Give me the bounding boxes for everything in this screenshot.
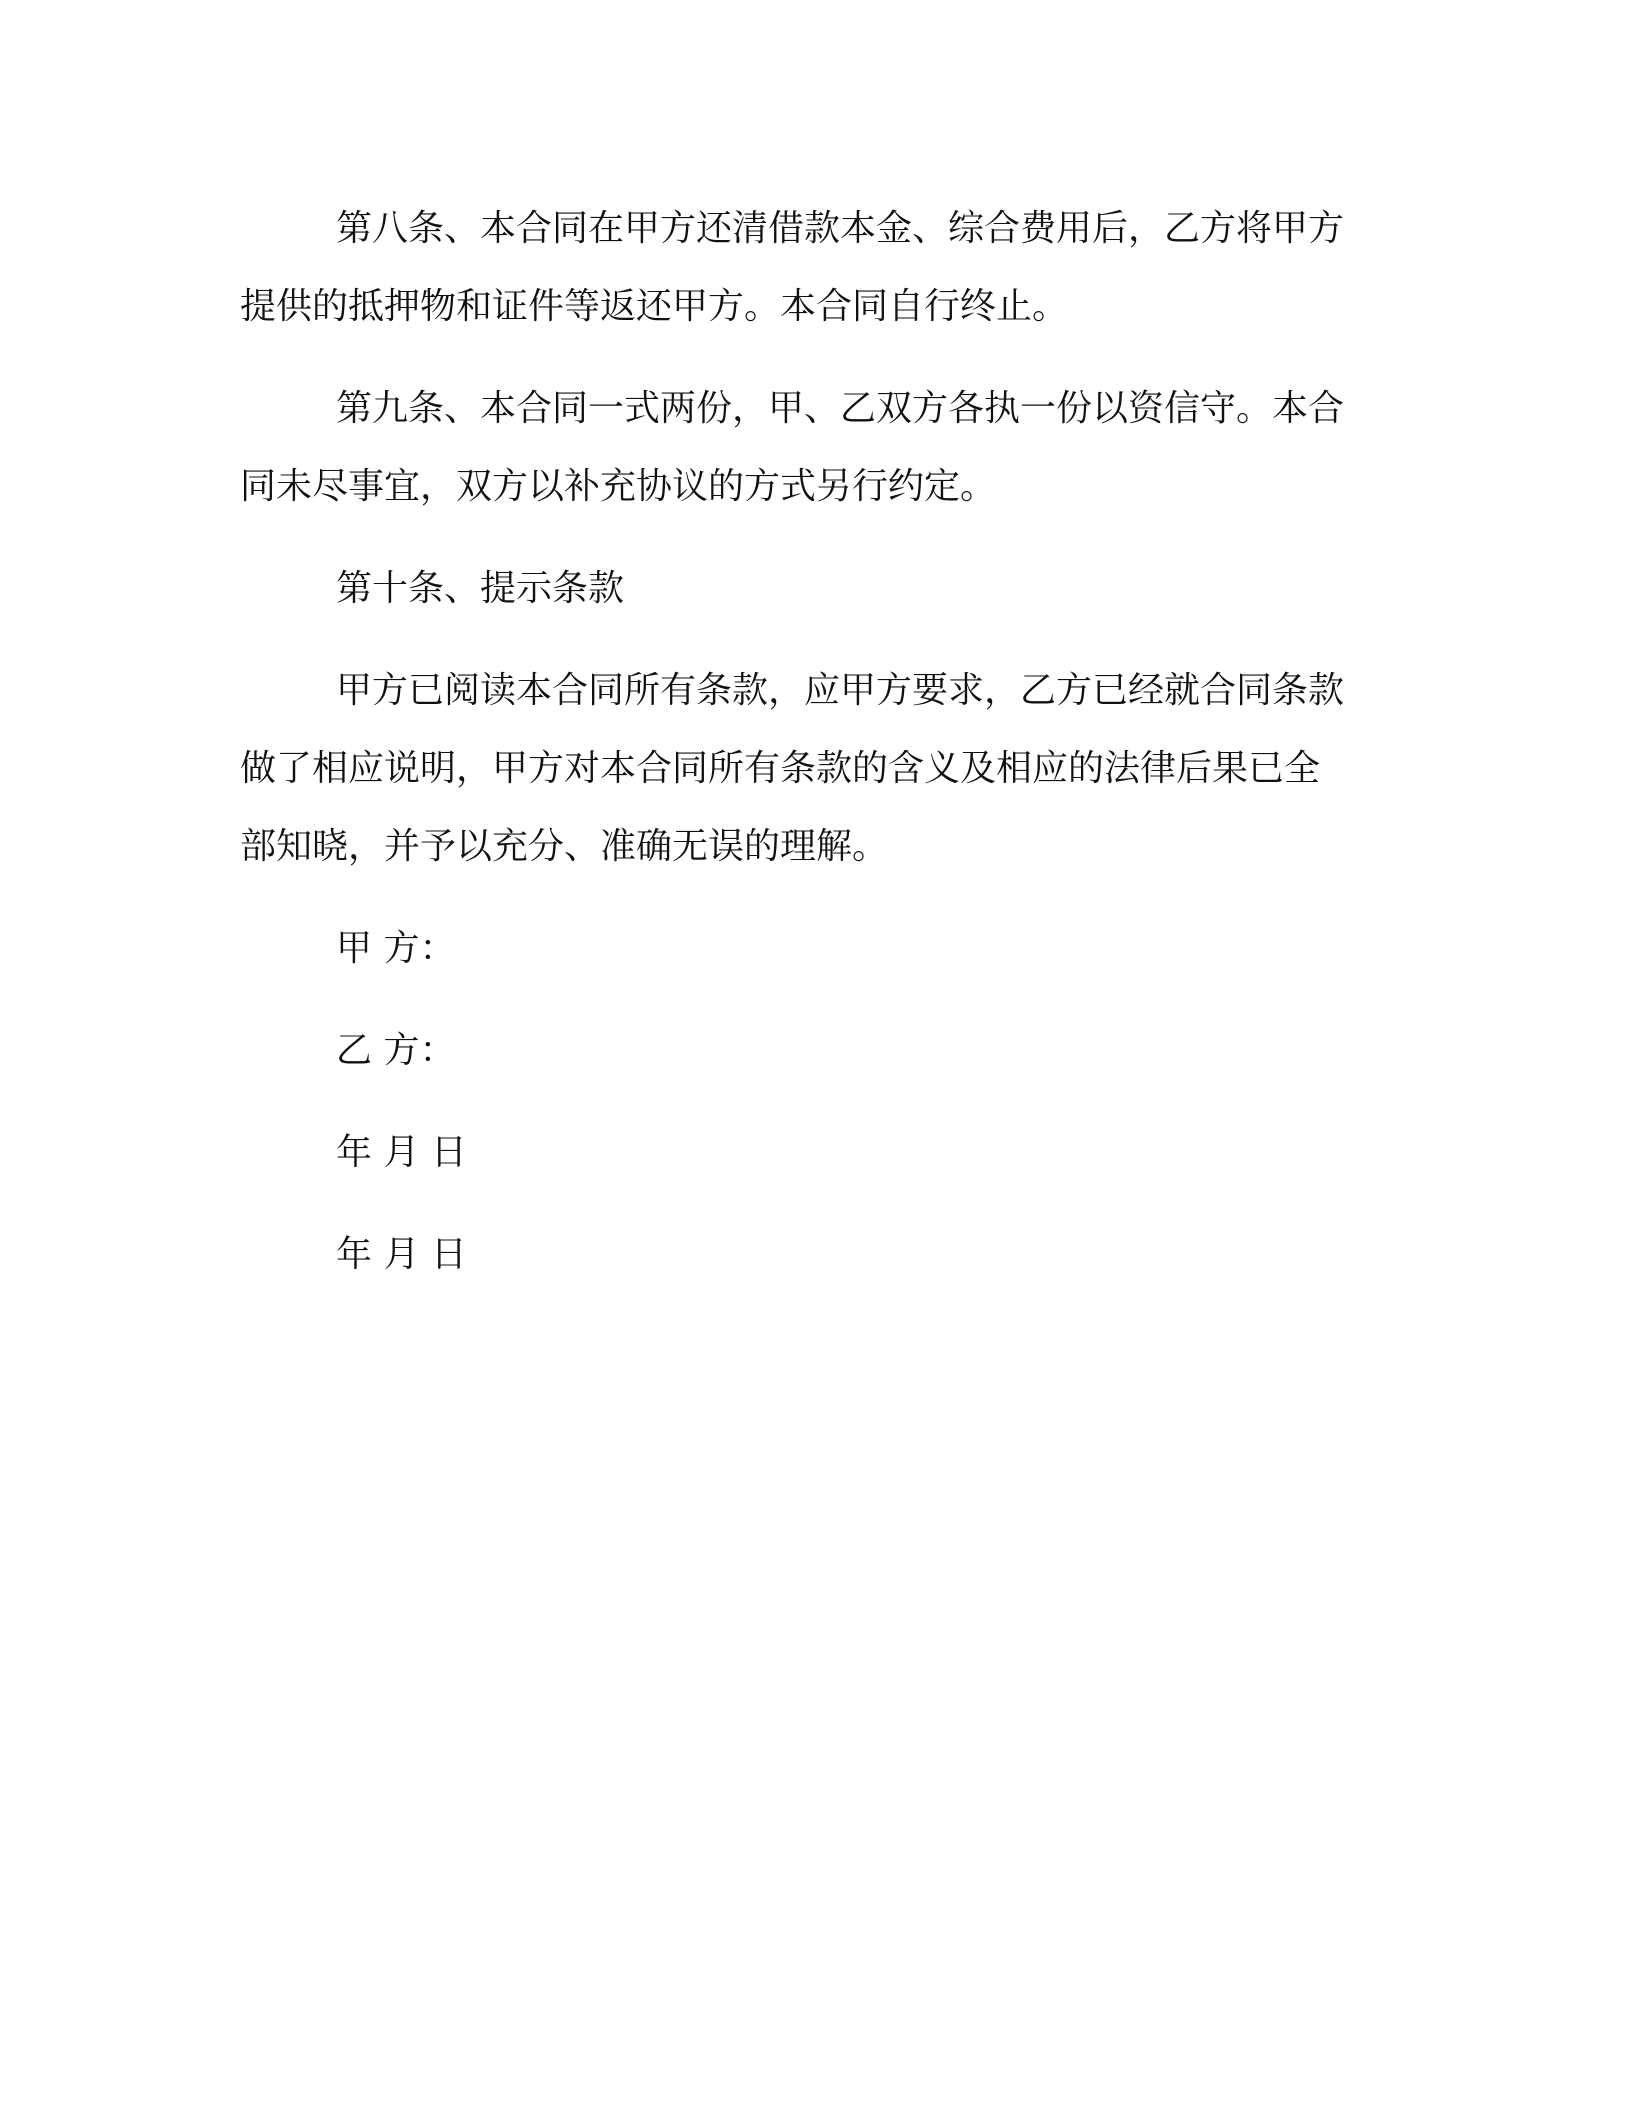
party-a-signature-label: 甲 方： — [336, 928, 456, 969]
text-line: 做了相应说明，甲方对本合同所有条款的含义及相应的法律后果已全 — [240, 748, 1321, 789]
text-line: 提供的抵押物和证件等返还甲方。本合同自行终止。 — [240, 286, 1069, 327]
text-line: 第九条、本合同一式两份，甲、乙双方各执一份以资信守。本合 — [336, 388, 1345, 429]
text-line: 部知晓，并予以充分、准确无误的理解。 — [240, 826, 889, 867]
contract-body — [240, 190, 1380, 1318]
date-line-2: 年 月 日 — [336, 1234, 467, 1275]
text-line: 甲方已阅读本合同所有条款，应甲方要求，乙方已经就合同条款 — [336, 670, 1345, 711]
text-line: 第八条、本合同在甲方还清借款本金、综合费用后，乙方将甲方 — [336, 208, 1345, 249]
article-9-paragraph — [240, 370, 1380, 526]
article-8-paragraph — [240, 190, 1380, 346]
notice-paragraph — [240, 652, 1380, 886]
date-line-1: 年 月 日 — [336, 1132, 467, 1173]
article-10-heading — [240, 550, 1380, 628]
party-b-signature-label: 乙 方： — [336, 1030, 456, 1071]
text-line: 同未尽事宜，双方以补充协议的方式另行约定。 — [240, 466, 997, 507]
text-line: 第十条、提示条款 — [336, 568, 625, 609]
